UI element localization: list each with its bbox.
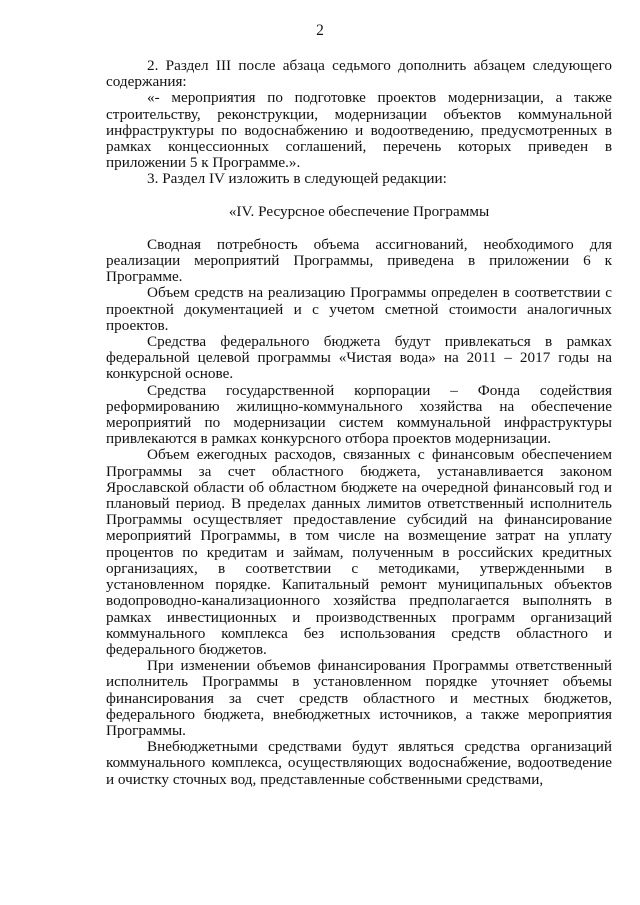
paragraph-federal-budget: Средства федерального бюджета будут привлекаться в рамках федеральной целевой программы «Чистая вода» на 2011 – 2017 годы на конкурсной основе. (106, 333, 612, 383)
paragraph-state-corporation: Средства государственной корпорации – Фонда содействия реформированию жилищно-коммунального хозяйства на обеспечение мероприятий по модернизации систем коммунальной инфраструктуры привлекаются в рамках конкурсного отбора проектов модернизации. (106, 381, 612, 448)
paragraph-quoted-addition: «- мероприятия по подготовке проектов модернизации, а также строительству, реконструкции, модернизации объектов коммунальной инфраструктуры по водоснабжению и водоотведению, предусмотренных в рамках концессионных соглашений, перечень которых приведен в приложении 5 к Программе.». (106, 89, 612, 172)
section-heading: «IV. Ресурсное обеспечение Программы (228, 202, 490, 220)
paragraph-funding-need: Сводная потребность объема ассигнований, необходимого для реализации мероприятий Программы, приведена в приложении 6 к Программе. (106, 235, 612, 286)
page-number: 2 (316, 22, 324, 39)
paragraph-item-2: 2. Раздел III после абзаца седьмого дополнить абзацем следующего содержания: (106, 57, 612, 91)
paragraph-regional-budget: Объем ежегодных расходов, связанных с финансовым обеспечением Программы за счет областного бюджета, устанавливается законом Ярославской области об областном бюджете на очередной финансовый год и плановый период. В пределах данных лимитов ответственный исполнитель Программы осуществляет предоставление субсидий на финансирование мероприятий Программы, в том числе на возмещение затрат на уплату процентов по кредитам и займам, полученным в российских кредитных организациях, в соответствии с методиками, утвержденными в установленном порядке. Капитальный ремонт муниципальных объектов водопроводно-канализационного хозяйства предполагается выполнять в рамках инвестиционных и производственных программ организаций коммунального комплекса без использования средств областного и федерального бюджетов. (106, 446, 612, 658)
document-body (106, 58, 612, 788)
paragraph-item-3: 3. Раздел IV изложить в следующей редакции: (147, 170, 447, 188)
paragraph-funding-changes: При изменении объемов финансирования Программы ответственный исполнитель Программы в установленном порядке уточняет объемы финансирования за счет средств областного и местных бюджетов, федерального бюджета, внебюджетных источников, а также мероприятия Программы. (106, 657, 612, 739)
paragraph-extrabudgetary: Внебюджетными средствами будут являться средства организаций коммунального комплекса, осуществляющих водоснабжение, водоотведение и очистку сточных вод, представленные собственными средствами, (106, 738, 612, 788)
paragraph-funding-volume: Объем средств на реализацию Программы определен в соответствии с проектной документацией и с учетом сметной стоимости аналогичных проектов. (106, 284, 612, 334)
